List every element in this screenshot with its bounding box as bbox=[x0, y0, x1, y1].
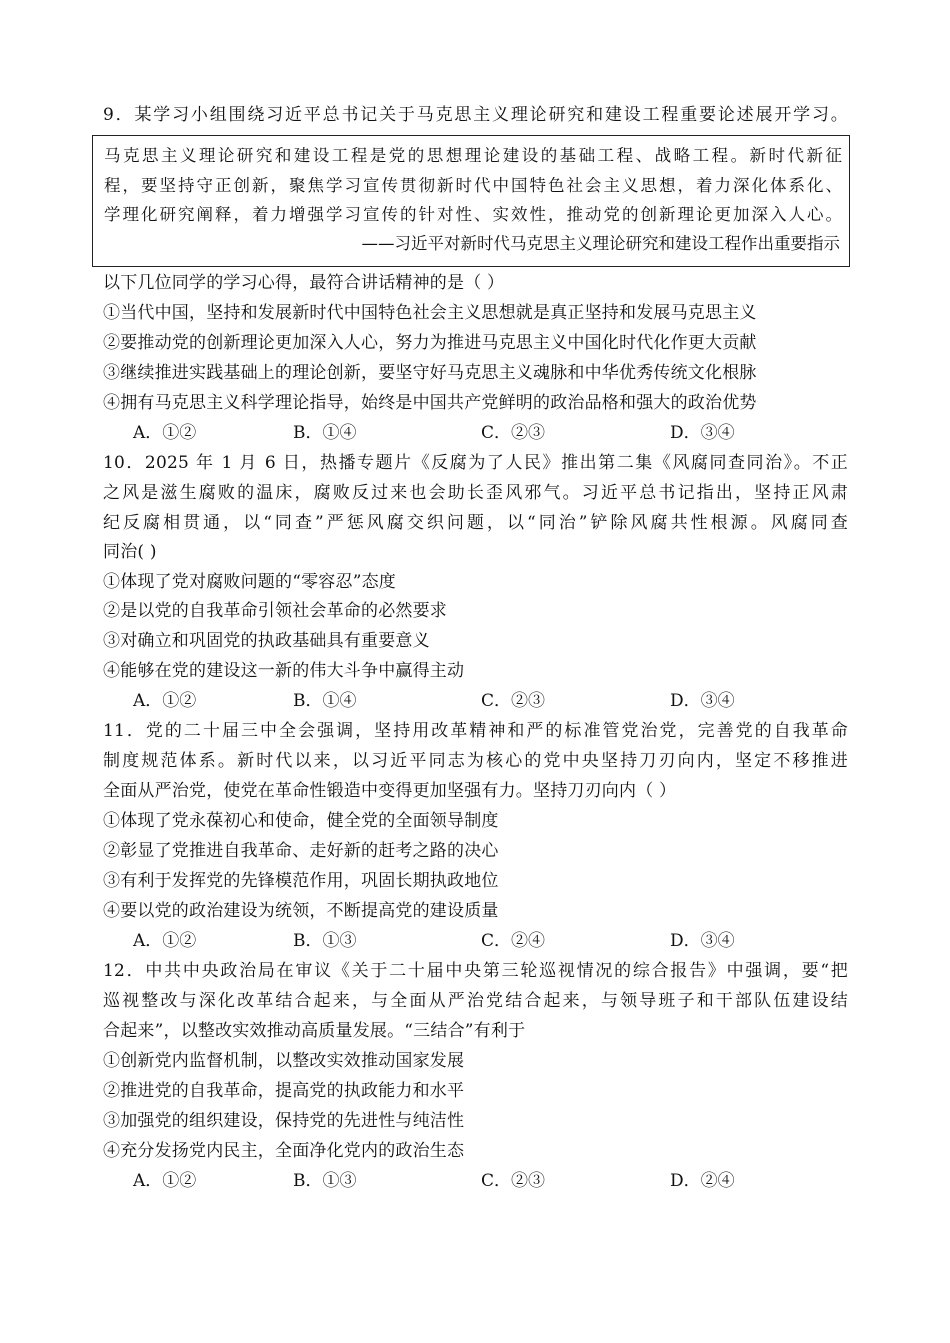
q10-option-c[interactable]: C．②③ bbox=[481, 691, 546, 711]
q11-option-c[interactable]: C．②④ bbox=[481, 931, 546, 951]
q10-item-3: ③对确立和巩固党的执政基础具有重要意义 bbox=[103, 631, 430, 651]
q9-option-c[interactable]: C．②③ bbox=[481, 423, 546, 443]
q10-stem-line-1: 10．2025 年 1 月 6 日，热播专题片《反腐为了人民》推出第二集《风腐同查同治》。不正 bbox=[103, 453, 848, 473]
q12-item-3: ③加强党的组织建设，保持党的先进性与纯洁性 bbox=[103, 1111, 465, 1131]
q12-stem-line-2: 巡视整改与深化改革结合起来，与全面从严治党结合起来，与领导班子和干部队伍建设结 bbox=[103, 991, 848, 1011]
q9-quote-line-3: 学理化研究阐释，着力增强学习宣传的针对性、实效性，推动党的创新理论更加深入人心。 bbox=[104, 205, 842, 224]
q9-quote-source: ——习近平对新时代马克思主义理论研究和建设工程作出重要指示 bbox=[361, 234, 840, 253]
q11-stem-line-1: 11．党的二十届三中全会强调，坚持用改革精神和严的标准管党治党，完善党的自我革命 bbox=[103, 721, 848, 741]
q10-stem-line-2: 之风是滋生腐败的温床，腐败反过来也会助长歪风邪气。习近平总书记指出，坚持正风肃 bbox=[103, 483, 848, 503]
q11-option-d[interactable]: D．③④ bbox=[670, 931, 735, 951]
q9-question: 以下几位同学的学习心得，最符合讲话精神的是（ ） bbox=[103, 273, 505, 293]
q11-item-1: ①体现了党永葆初心和使命，健全党的全面领导制度 bbox=[103, 811, 499, 831]
q12-option-b[interactable]: B．①③ bbox=[293, 1171, 357, 1191]
q11-option-b[interactable]: B．①③ bbox=[293, 931, 357, 951]
q9-item-3: ③继续推进实践基础上的理论创新，要坚守好马克思主义魂脉和中华优秀传统文化根脉 bbox=[103, 363, 757, 383]
q12-item-1: ①创新党内监督机制，以整改实效推动国家发展 bbox=[103, 1051, 465, 1071]
q11-stem-line-3: 全面从严治党，使党在革命性锻造中变得更加坚强有力。坚持刀刃向内（ ） bbox=[103, 781, 677, 801]
q10-item-2: ②是以党的自我革命引领社会革命的必然要求 bbox=[103, 601, 447, 621]
q12-option-a[interactable]: A．①② bbox=[133, 1171, 197, 1191]
q9-item-2: ②要推动党的创新理论更加深入人心，努力为推进马克思主义中国化时代化作更大贡献 bbox=[103, 333, 757, 353]
q12-item-4: ④充分发扬党内民主，全面净化党内的政治生态 bbox=[103, 1141, 465, 1161]
q11-item-3: ③有利于发挥党的先锋模范作用，巩固长期执政地位 bbox=[103, 871, 499, 891]
q9-stem: 9．某学习小组围绕习近平总书记关于马克思主义理论研究和建设工程重要论述展开学习。 bbox=[103, 105, 848, 125]
q9-option-d[interactable]: D．③④ bbox=[670, 423, 735, 443]
q9-quote-line-2: 程，要坚持守正创新，聚焦学习宣传贯彻新时代中国特色社会主义思想，着力深化体系化、 bbox=[104, 176, 842, 195]
q11-stem-line-2: 制度规范体系。新时代以来，以习近平同志为核心的党中央坚持刀刃向内，坚定不移推进 bbox=[103, 751, 848, 771]
q12-stem-line-3: 合起来”，以整改实效推动高质量发展。“三结合”有利于 bbox=[103, 1021, 526, 1041]
q12-item-2: ②推进党的自我革命，提高党的执政能力和水平 bbox=[103, 1081, 465, 1101]
q9-item-4: ④拥有马克思主义科学理论指导，始终是中国共产党鲜明的政治品格和强大的政治优势 bbox=[103, 393, 757, 413]
q10-stem-line-4: 同治( ) bbox=[103, 542, 157, 562]
q12-option-c[interactable]: C．②③ bbox=[481, 1171, 546, 1191]
q9-quote-line-1: 马克思主义理论研究和建设工程是党的思想理论建设的基础工程、战略工程。新时代新征 bbox=[104, 146, 842, 165]
q10-option-a[interactable]: A．①② bbox=[133, 691, 197, 711]
q12-option-d[interactable]: D．②④ bbox=[670, 1171, 735, 1191]
q10-option-b[interactable]: B．①④ bbox=[293, 691, 357, 711]
q10-option-d[interactable]: D．③④ bbox=[670, 691, 735, 711]
q9-item-1: ①当代中国，坚持和发展新时代中国特色社会主义思想就是真正坚持和发展马克思主义 bbox=[103, 303, 757, 323]
q10-item-4: ④能够在党的建设这一新的伟大斗争中赢得主动 bbox=[103, 661, 465, 681]
q11-option-a[interactable]: A．①② bbox=[133, 931, 197, 951]
q9-option-a[interactable]: A．①② bbox=[133, 423, 197, 443]
q10-stem-line-3: 纪反腐相贯通，以“同查”严惩风腐交织问题，以“同治”铲除风腐共性根源。风腐同查 bbox=[103, 513, 848, 533]
q11-item-4: ④要以党的政治建设为统领，不断提高党的建设质量 bbox=[103, 901, 499, 921]
q10-item-1: ①体现了党对腐败问题的“零容忍”态度 bbox=[103, 572, 396, 592]
q12-stem-line-1: 12．中共中央政治局在审议《关于二十届中央第三轮巡视情况的综合报告》中强调，要“把 bbox=[103, 961, 848, 981]
q11-item-2: ②彰显了党推进自我革命、走好新的赶考之路的决心 bbox=[103, 841, 499, 861]
q9-option-b[interactable]: B．①④ bbox=[293, 423, 357, 443]
